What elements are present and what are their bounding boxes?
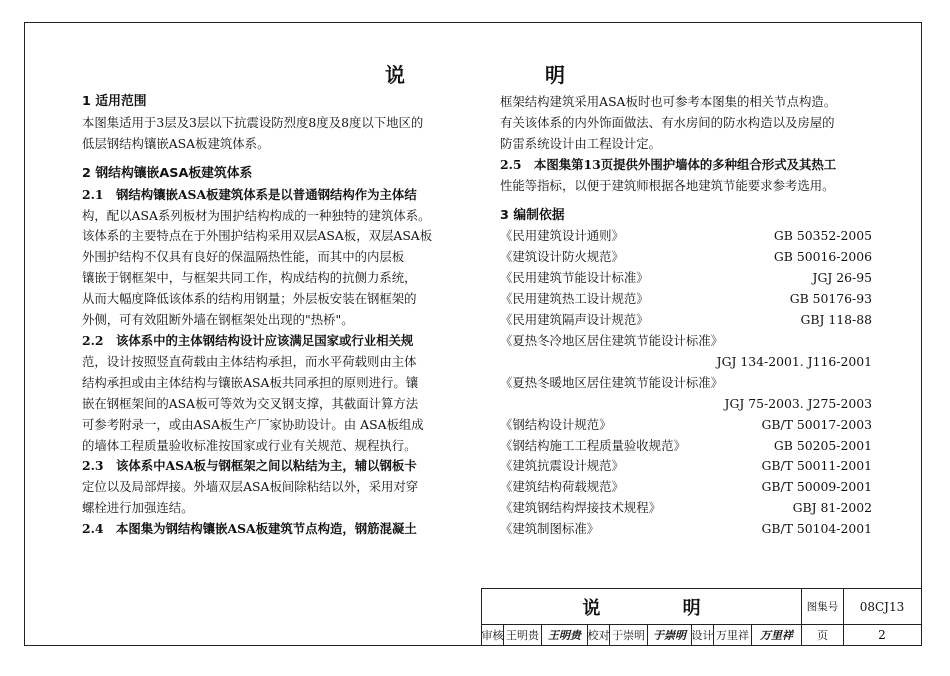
standard-name: 《建筑钢结构焊接技术规程》 (500, 500, 662, 516)
standard-name: 《夏热冬冷地区居住建筑节能设计标准》 (500, 332, 724, 348)
standard-code: GB 50352-2005 (773, 228, 872, 244)
text-line: 构，配以ASA系列板材为围护结构构成的一种独特的建筑体系。 (82, 207, 431, 223)
designer-signature-text: 万里祥 (760, 628, 793, 642)
designer-name: 万里祥 (714, 624, 752, 645)
standard-item (500, 226, 878, 247)
text-line: 框架结构建筑采用ASA板时也可参考本图集的相关节点构造。 (500, 94, 837, 109)
section-3-heading: 3 编制依据 (500, 207, 565, 223)
text-line: 的墙体工程质量验收标准按国家或行业有关规范、规程执行。 (82, 437, 417, 453)
standard-name: 《建筑设计防火规范》 (500, 249, 624, 265)
atlas-label: 图集号 (802, 589, 844, 624)
standard-code: GB/T 50009-2001 (761, 479, 872, 495)
text-line: 2.3 该体系中ASA板与钢框架之间以粘结为主，辅以钢板卡 (82, 458, 417, 474)
standard-code: JGJ 26-95 (812, 270, 872, 286)
standard-code: GB 50016-2006 (773, 249, 872, 265)
standard-item (500, 415, 878, 436)
atlas-number: 08CJ13 (859, 599, 905, 614)
standard-code: JGJ 134-2001. J116-2001 (716, 353, 872, 369)
standard-item (500, 310, 878, 331)
design-label: 设计 (692, 624, 714, 645)
section-2-heading: 2 钢结构镶嵌ASA板建筑体系 (82, 165, 253, 181)
standard-code: GB/T 50011-2001 (761, 458, 872, 474)
standard-name: 《钢结构设计规范》 (500, 416, 612, 432)
text-line: 2.4 本图集为钢结构镶嵌ASA板建筑节点构造，钢筋混凝土 (82, 521, 417, 537)
text-line: 嵌在钢框架间的ASA板可等效为交叉钢支撑，其截面计算方法 (82, 395, 419, 411)
standard-name: 《民用建筑热工设计规范》 (500, 291, 649, 307)
title-block (481, 588, 922, 646)
reviewer-signature (542, 624, 588, 645)
text-line: 外侧，可有效阻断外墙在钢框架处出现的"热桥"。 (82, 312, 354, 328)
page-title: 说 明 (385, 63, 625, 87)
text-line: 2.5 本图集第13页提供外围护墙体的多种组合形式及其热工 (500, 156, 837, 172)
left-column (82, 92, 454, 540)
designer-signature (752, 624, 802, 645)
standard-item (500, 477, 878, 498)
title-block-top-row (482, 589, 921, 625)
text-line: 防雷系统设计由工程设计定。 (500, 135, 662, 151)
standard-code: JGJ 75-2003. J275-2003 (724, 395, 872, 411)
standard-name: 《民用建筑节能设计标准》 (500, 270, 649, 286)
standard-name: 《夏热冬暖地区居住建筑节能设计标准》 (500, 374, 724, 390)
text-line: 螺栓进行加强连结。 (82, 500, 194, 516)
standard-name: 《建筑制图标准》 (500, 521, 600, 537)
standard-name: 《建筑结构荷载规范》 (500, 479, 624, 495)
standard-item (500, 289, 878, 310)
standard-code: GB 50205-2001 (773, 437, 872, 453)
section-1-heading: 1 适用范围 (82, 94, 147, 109)
standard-name: 《建筑抗震设计规范》 (500, 458, 624, 474)
right-column (500, 92, 878, 540)
checker-signature (648, 624, 692, 645)
standard-name: 《民用建筑隔声设计规范》 (500, 312, 649, 328)
standard-name: 《钢结构施工工程质量验收规范》 (500, 437, 686, 453)
standard-code: GB 50176-93 (789, 291, 872, 307)
text-line: 定位以及局部焊接。外墙双层ASA板间除粘结以外，采用对穿 (82, 479, 419, 495)
standard-item (500, 498, 878, 519)
text-line: 范，设计按照竖直荷载由主体结构承担，而水平荷载则由主体 (82, 353, 417, 369)
text-line: 有关该体系的内外饰面做法、有水房间的防水构造以及房屋的 (500, 114, 835, 130)
checker-name: 于崇明 (610, 624, 648, 645)
reviewer-signature-text: 王明贵 (548, 628, 581, 642)
text-line: 可参考附录一，或由ASA板生产厂家协助设计。由 ASA板组成 (82, 416, 424, 432)
standard-code: GBJ 81-2002 (792, 500, 872, 516)
text-line: 2.1 钢结构镶嵌ASA板建筑体系是以普通钢结构作为主体结 (82, 186, 417, 202)
standard-code: GBJ 118-88 (800, 312, 872, 328)
text-line: 外围护结构不仅具有良好的保温隔热性能，而其中的内层板 (82, 249, 405, 265)
standard-item (500, 436, 878, 457)
standard-item (500, 519, 878, 540)
reviewer-name: 王明贵 (504, 624, 542, 645)
text-line: 低层钢结构镶嵌ASA板建筑体系。 (82, 135, 270, 151)
text-line: 结构承担或由主体结构与镶嵌ASA板共同承担的原则进行。镶 (82, 374, 419, 390)
standard-item (500, 456, 878, 477)
title-block-title: 说 明 (582, 597, 739, 619)
page-label: 页 (802, 624, 844, 645)
standard-name: 《民用建筑设计通则》 (500, 228, 624, 244)
check-label: 校对 (588, 624, 610, 645)
title-block-title-cell (482, 589, 802, 624)
checker-signature-text: 于崇明 (653, 628, 686, 642)
standard-item (500, 247, 878, 268)
text-line: 2.2 该体系中的主体钢结构设计应该满足国家或行业相关规 (82, 332, 414, 348)
title-block-bottom-row (482, 624, 921, 645)
text-line: 从而大幅度降低该体系的结构用钢量；外层板安装在钢框架的 (82, 291, 417, 307)
standard-code: GB/T 50104-2001 (761, 521, 872, 537)
review-label: 审核 (482, 624, 504, 645)
page-number: 2 (878, 627, 886, 642)
text-line: 本图集适用于3层及3层以下抗震设防烈度8度及8度以下地区的 (82, 114, 424, 130)
standard-code: GB/T 50017-2003 (761, 416, 872, 432)
text-line: 该体系的主要特点在于外围护结构采用双层ASA板，双层ASA板 (82, 228, 433, 244)
standard-item (500, 268, 878, 289)
text-line: 性能等指标，以便于建筑师根据各地建筑节能要求参考选用。 (500, 177, 835, 193)
text-line: 镶嵌于钢框架中，与框架共同工作，构成结构的抗侧力系统， (82, 270, 417, 286)
